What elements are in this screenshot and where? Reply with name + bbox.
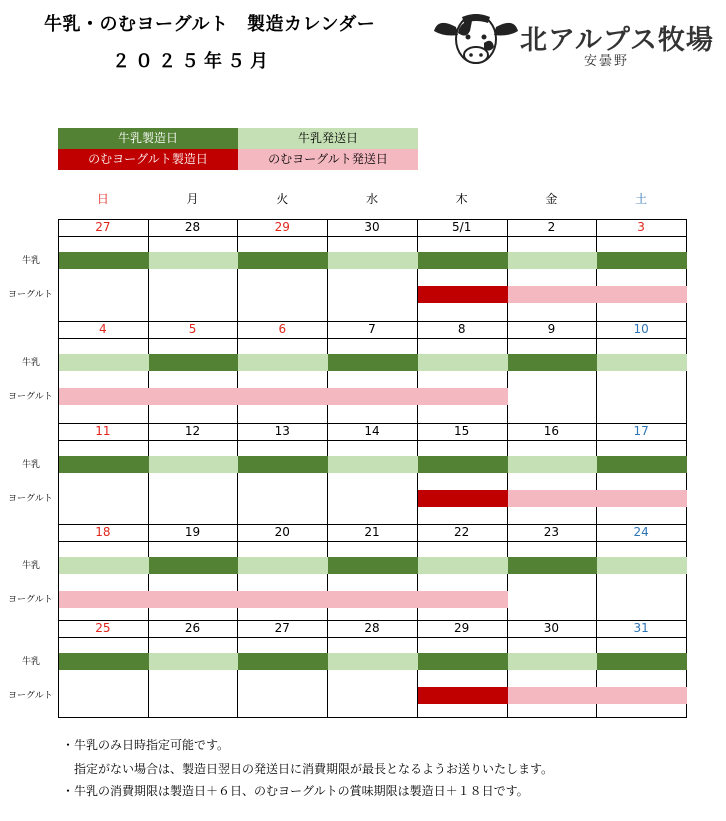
milk-ship-bar [418,557,508,574]
date-number: 15 [454,424,470,438]
milk-make-bar [238,456,328,473]
grid-line [58,541,687,542]
date-number: 5 [188,322,197,336]
yogurt-ship-bar [59,591,149,608]
date-number: 7 [368,322,376,336]
grid-line [58,338,687,339]
grid-line [58,637,687,638]
row-label-yogurt: ヨーグルト [8,290,53,300]
yogurt-ship-bar [149,591,239,608]
note-line-2: 指定がない場合は、製造日翌日の発送日に消費期限が最長となるようお送りいたします。 [62,762,554,776]
date-number: 22 [454,525,470,539]
legend-yogurt-make: のむヨーグルト製造日 [58,149,238,170]
weekday-header: 土 [635,192,648,206]
date-number: 8 [457,322,466,336]
yogurt-ship-bar [328,591,418,608]
date-number: 27 [274,621,290,635]
date-number: 5/1 [452,220,472,234]
milk-make-bar [238,653,328,670]
date-number: 9 [547,322,556,336]
row-label-milk: 牛乳 [22,256,41,266]
weekday-header: 火 [276,192,289,206]
page-title: 牛乳・のむヨーグルト 製造カレンダー [44,14,376,35]
row-label-yogurt: ヨーグルト [8,494,53,504]
milk-ship-bar [508,653,598,670]
note-line-1: ・牛乳のみ日時指定可能です。 [62,738,230,752]
milk-make-bar [597,252,687,269]
yogurt-ship-bar [597,286,687,303]
yogurt-make-bar [418,286,508,303]
cow-logo-icon [432,9,520,71]
date-number: 3 [637,220,645,234]
yogurt-ship-bar [328,388,418,405]
yogurt-ship-bar [59,388,149,405]
milk-ship-bar [149,252,239,269]
date-number: 4 [99,322,107,336]
milk-make-bar [418,456,508,473]
yogurt-ship-bar [508,286,598,303]
milk-ship-bar [149,456,239,473]
milk-ship-bar [328,456,418,473]
calendar-month: ２０２５年５月 [112,51,273,72]
milk-make-bar [418,252,508,269]
legend-milk-make: 牛乳製造日 [58,128,238,149]
date-number: 20 [274,525,290,539]
yogurt-ship-bar [418,388,508,405]
milk-ship-bar [418,354,508,371]
note-line-3: ・牛乳の消費期限は製造日＋６日、のむヨーグルトの賞味期限は製造日＋１８日です。 [62,784,529,798]
date-number: 30 [364,220,380,234]
date-number: 12 [184,424,201,438]
milk-make-bar [418,653,508,670]
date-number: 29 [274,220,290,234]
milk-make-bar [149,557,239,574]
milk-ship-bar [59,354,149,371]
weekday-header: 日 [96,192,109,206]
milk-make-bar [597,653,687,670]
date-number: 2 [547,220,556,234]
date-number: 14 [364,424,380,438]
date-number: 27 [95,220,111,234]
date-number: 21 [364,525,380,539]
milk-ship-bar [597,354,687,371]
row-label-milk: 牛乳 [22,561,41,571]
legend-yogurt-ship: のむヨーグルト発送日 [238,149,418,170]
date-number: 11 [95,424,111,438]
milk-make-bar [59,653,149,670]
milk-make-bar [328,354,418,371]
row-label-milk: 牛乳 [22,460,41,470]
date-number: 18 [95,525,111,539]
milk-make-bar [508,354,598,371]
brand-location: 安曇野 [584,54,630,69]
milk-ship-bar [508,252,598,269]
row-label-yogurt: ヨーグルト [8,392,53,402]
row-label-yogurt: ヨーグルト [8,595,53,605]
yogurt-ship-bar [508,687,598,704]
milk-ship-bar [508,456,598,473]
date-number: 17 [633,424,649,438]
milk-ship-bar [59,557,149,574]
milk-ship-bar [328,252,418,269]
yogurt-make-bar [418,490,508,507]
yogurt-ship-bar [508,490,598,507]
date-number: 28 [364,621,380,635]
yogurt-ship-bar [597,490,687,507]
brand-name: 北アルプス牧場 [520,25,714,56]
date-number: 30 [543,621,560,635]
yogurt-ship-bar [418,591,508,608]
milk-ship-bar [149,653,239,670]
date-number: 10 [633,322,649,336]
weekday-header: 金 [545,192,558,206]
milk-make-bar [149,354,239,371]
date-number: 28 [184,220,201,234]
legend-milk-ship: 牛乳発送日 [238,128,418,149]
weekday-header: 木 [455,192,468,206]
weekday-header: 水 [365,192,378,206]
yogurt-ship-bar [149,388,239,405]
date-number: 24 [633,525,649,539]
weekday-header: 月 [186,192,199,206]
date-number: 19 [184,525,201,539]
row-label-milk: 牛乳 [22,657,41,667]
milk-ship-bar [597,557,687,574]
row-label-milk: 牛乳 [22,358,41,368]
milk-ship-bar [238,354,328,371]
date-number: 6 [278,322,287,336]
yogurt-ship-bar [238,591,328,608]
date-number: 25 [95,621,111,635]
row-label-yogurt: ヨーグルト [8,691,53,701]
date-number: 23 [543,525,560,539]
date-number: 29 [454,621,470,635]
yogurt-make-bar [418,687,508,704]
date-number: 26 [184,621,201,635]
milk-make-bar [59,252,149,269]
milk-make-bar [328,557,418,574]
yogurt-ship-bar [597,687,687,704]
grid-line [58,717,687,718]
yogurt-ship-bar [238,388,328,405]
milk-make-bar [238,252,328,269]
date-number: 16 [543,424,560,438]
date-number: 13 [274,424,290,438]
grid-line [58,236,687,237]
milk-ship-bar [238,557,328,574]
grid-line [58,440,687,441]
milk-make-bar [508,557,598,574]
milk-make-bar [597,456,687,473]
milk-make-bar [59,456,149,473]
date-number: 31 [633,621,649,635]
milk-ship-bar [328,653,418,670]
